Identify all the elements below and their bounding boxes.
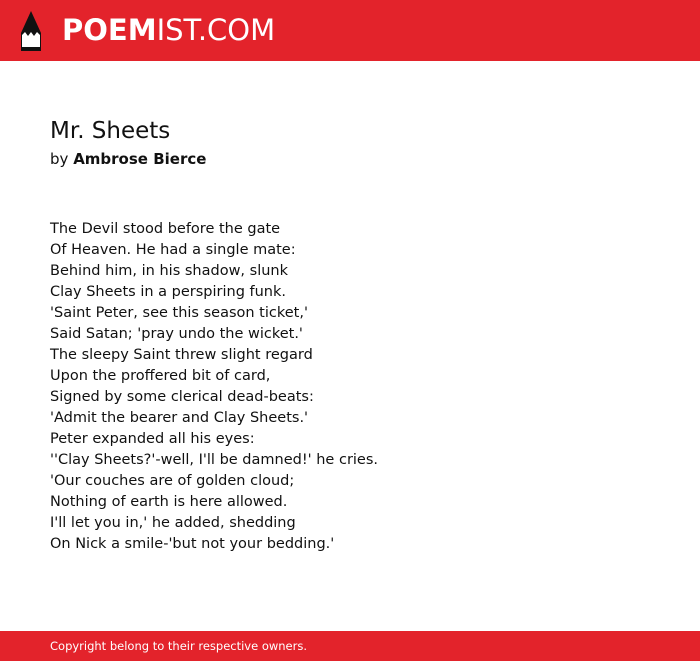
- poem-line: 'Admit the bearer and Clay Sheets.': [50, 410, 309, 426]
- poem-title: Mr. Sheets: [50, 118, 171, 144]
- poem-line: Signed by some clerical dead-beats:: [50, 389, 314, 405]
- logo-light-text: IST.COM: [156, 13, 276, 47]
- copyright-text: Copyright belong to their respective owners.: [50, 639, 308, 653]
- poem-line: Nothing of earth is here allowed.: [50, 494, 288, 510]
- poem-body: [50, 219, 378, 555]
- pencil-tip-icon[interactable]: [19, 11, 43, 51]
- poem-line: I'll let you in,' he added, shedding: [50, 515, 296, 531]
- byline: [50, 149, 206, 169]
- poem-line: Upon the proffered bit of card,: [50, 368, 271, 384]
- poem-line: 'Saint Peter, see this season ticket,': [50, 305, 308, 321]
- poem-line: Of Heaven. He had a single mate:: [50, 242, 296, 258]
- poem-line: ''Clay Sheets?'-well, I'll be damned!' he cries.: [50, 452, 379, 468]
- author-name: Ambrose Bierce: [73, 150, 207, 168]
- poem-line: The Devil stood before the gate: [50, 221, 281, 237]
- poem-line: Peter expanded all his eyes:: [50, 431, 255, 447]
- logo-bold-text: POEM: [62, 13, 157, 47]
- poem-line: On Nick a smile-'but not your bedding.': [50, 536, 335, 552]
- poem-line: The sleepy Saint threw slight regard: [50, 347, 313, 363]
- site-footer: [0, 631, 700, 661]
- poem-line: Behind him, in his shadow, slunk: [50, 263, 289, 279]
- site-header: [0, 0, 700, 61]
- poem-line: Clay Sheets in a perspiring funk.: [50, 284, 286, 300]
- by-label: by: [50, 150, 69, 168]
- poem-line: 'Our couches are of golden cloud;: [50, 473, 295, 489]
- poem-line: Said Satan; 'pray undo the wicket.': [50, 326, 303, 342]
- site-logo[interactable]: [62, 12, 275, 48]
